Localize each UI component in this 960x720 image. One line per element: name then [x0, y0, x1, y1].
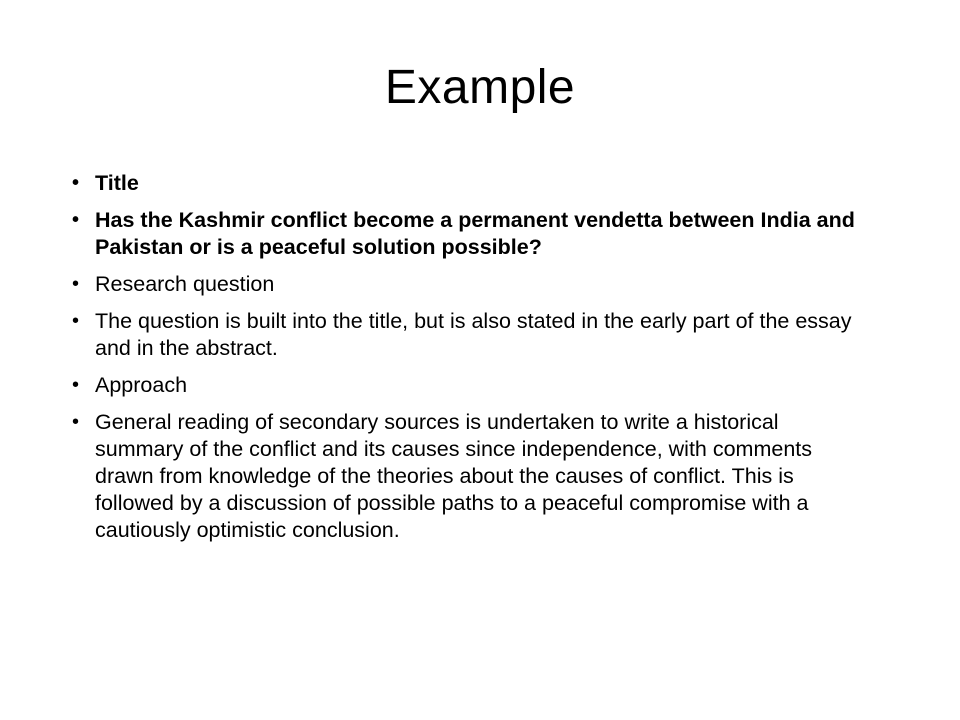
bullet-text: General reading of secondary sources is undertaken to write a historical summary of the conflict and its causes since independence, with comments drawn from knowledge of the theories about the causes of conflict. This is followed by a discussion of possible paths to a peaceful compromise with a cautiously optimistic conclusion. — [95, 410, 813, 542]
bullet-icon: • — [72, 310, 80, 332]
bullet-icon: • — [72, 411, 80, 433]
bullet-icon: • — [72, 273, 80, 295]
bullet-item-approach-label — [72, 372, 872, 399]
slide-title: Example — [384, 61, 576, 114]
bullet-list — [72, 170, 872, 554]
bullet-item-title-text — [72, 207, 872, 261]
bullet-icon: • — [72, 209, 80, 231]
bullet-icon: • — [72, 172, 80, 194]
bullet-icon: • — [72, 374, 80, 396]
bullet-text: Research question — [95, 272, 275, 296]
bullet-item-approach-text — [72, 409, 872, 544]
bullet-text: The question is built into the title, but is also stated in the early part of the essay and in the abstract. — [95, 309, 852, 360]
bullet-item-research-question-text — [72, 308, 872, 362]
bullet-text: Title — [95, 171, 139, 195]
bullet-text: Has the Kashmir conflict become a permanent vendetta between India and Pakistan or is a peaceful solution possible? — [95, 208, 855, 259]
bullet-item-research-question-label — [72, 271, 872, 298]
bullet-text: Approach — [95, 373, 188, 397]
bullet-item-title-label — [72, 170, 872, 197]
